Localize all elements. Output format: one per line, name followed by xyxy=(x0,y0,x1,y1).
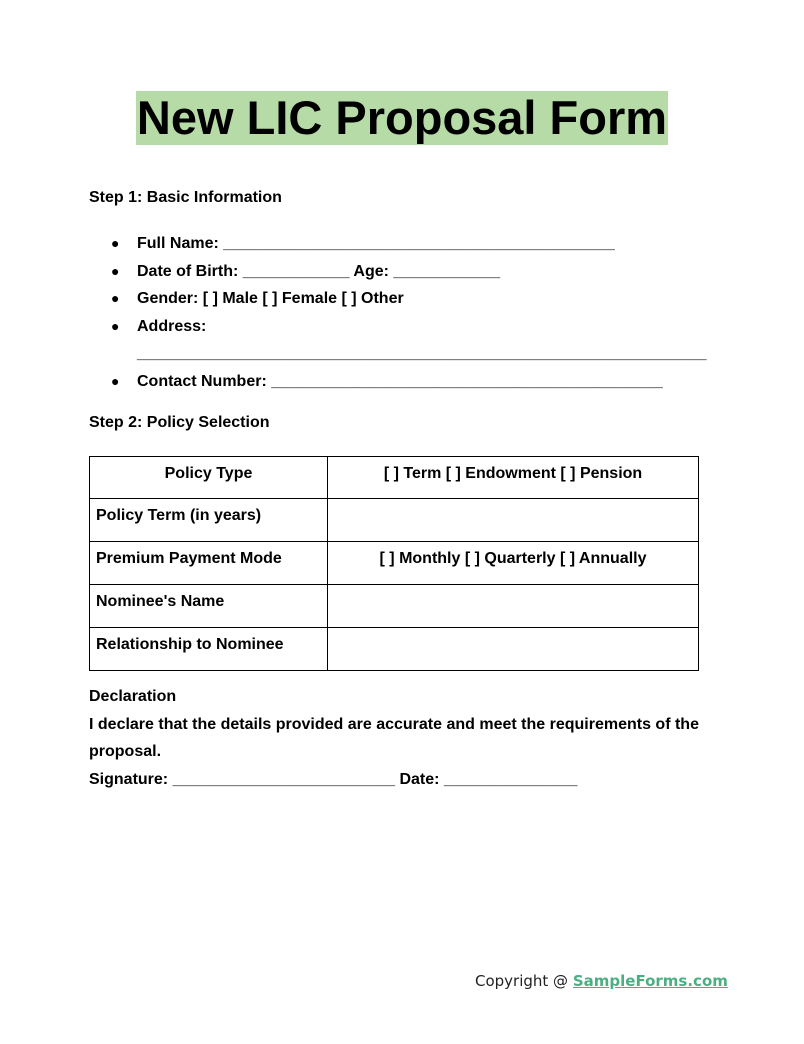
gender-options[interactable]: Gender: [ ] Male [ ] Female [ ] Other xyxy=(137,290,404,308)
policy-type-options[interactable]: [ ] Term [ ] Endowment [ ] Pension xyxy=(328,457,699,499)
brand-link[interactable]: SampleForms.com xyxy=(572,972,728,990)
nominee-name-cell[interactable] xyxy=(328,585,699,628)
relationship-label: Relationship to Nominee xyxy=(90,628,328,671)
payment-mode-label: Premium Payment Mode xyxy=(90,542,328,585)
copyright-prefix: Copyright @ xyxy=(475,972,573,990)
list-item-dob-age xyxy=(89,258,709,286)
declaration-text: I declare that the details provided are accurate and meet the requirements of the proposal. xyxy=(89,715,699,761)
bullet-icon: ● xyxy=(111,317,120,334)
table-row xyxy=(90,457,699,499)
policy-type-label: Policy Type xyxy=(90,457,328,499)
basic-info-list xyxy=(89,230,709,396)
title-wrap xyxy=(0,91,804,145)
table-row xyxy=(90,628,699,671)
declaration-heading: Declaration xyxy=(89,688,177,705)
bullet-icon: ● xyxy=(111,262,120,279)
table-row xyxy=(90,585,699,628)
page-title: New LIC Proposal Form xyxy=(136,91,668,144)
table-row xyxy=(90,499,699,542)
relationship-cell[interactable] xyxy=(328,628,699,671)
contact-number-field[interactable]: Contact Number: ____________________________________________ xyxy=(137,372,663,390)
step2-heading: Step 2: Policy Selection xyxy=(89,414,270,431)
table-row xyxy=(90,542,699,585)
signature-date-field[interactable]: Signature: _________________________ Date: _______________ xyxy=(89,770,578,788)
address-field[interactable]: ________________________________________________________________ xyxy=(137,345,707,363)
list-item-contact xyxy=(89,368,709,396)
list-item-address xyxy=(89,313,709,368)
declaration-section xyxy=(89,683,704,793)
policy-table xyxy=(89,456,699,671)
bullet-icon: ● xyxy=(111,235,120,251)
full-name-field[interactable]: Full Name: ____________________________________________ xyxy=(137,235,615,252)
policy-term-cell[interactable] xyxy=(328,499,699,542)
list-item-full-name xyxy=(89,230,709,258)
bullet-icon: ● xyxy=(111,372,120,389)
list-item-gender xyxy=(89,285,709,313)
step1-heading: Step 1: Basic Information xyxy=(89,189,282,206)
footer-copyright xyxy=(475,972,728,990)
payment-mode-options[interactable]: [ ] Monthly [ ] Quarterly [ ] Annually xyxy=(328,542,699,585)
address-label: Address: xyxy=(137,317,207,335)
bullet-icon: ● xyxy=(111,290,120,307)
policy-term-label: Policy Term (in years) xyxy=(90,499,328,542)
dob-age-field[interactable]: Date of Birth: ____________ Age: ____________ xyxy=(137,262,501,280)
nominee-name-label: Nominee's Name xyxy=(90,585,328,628)
